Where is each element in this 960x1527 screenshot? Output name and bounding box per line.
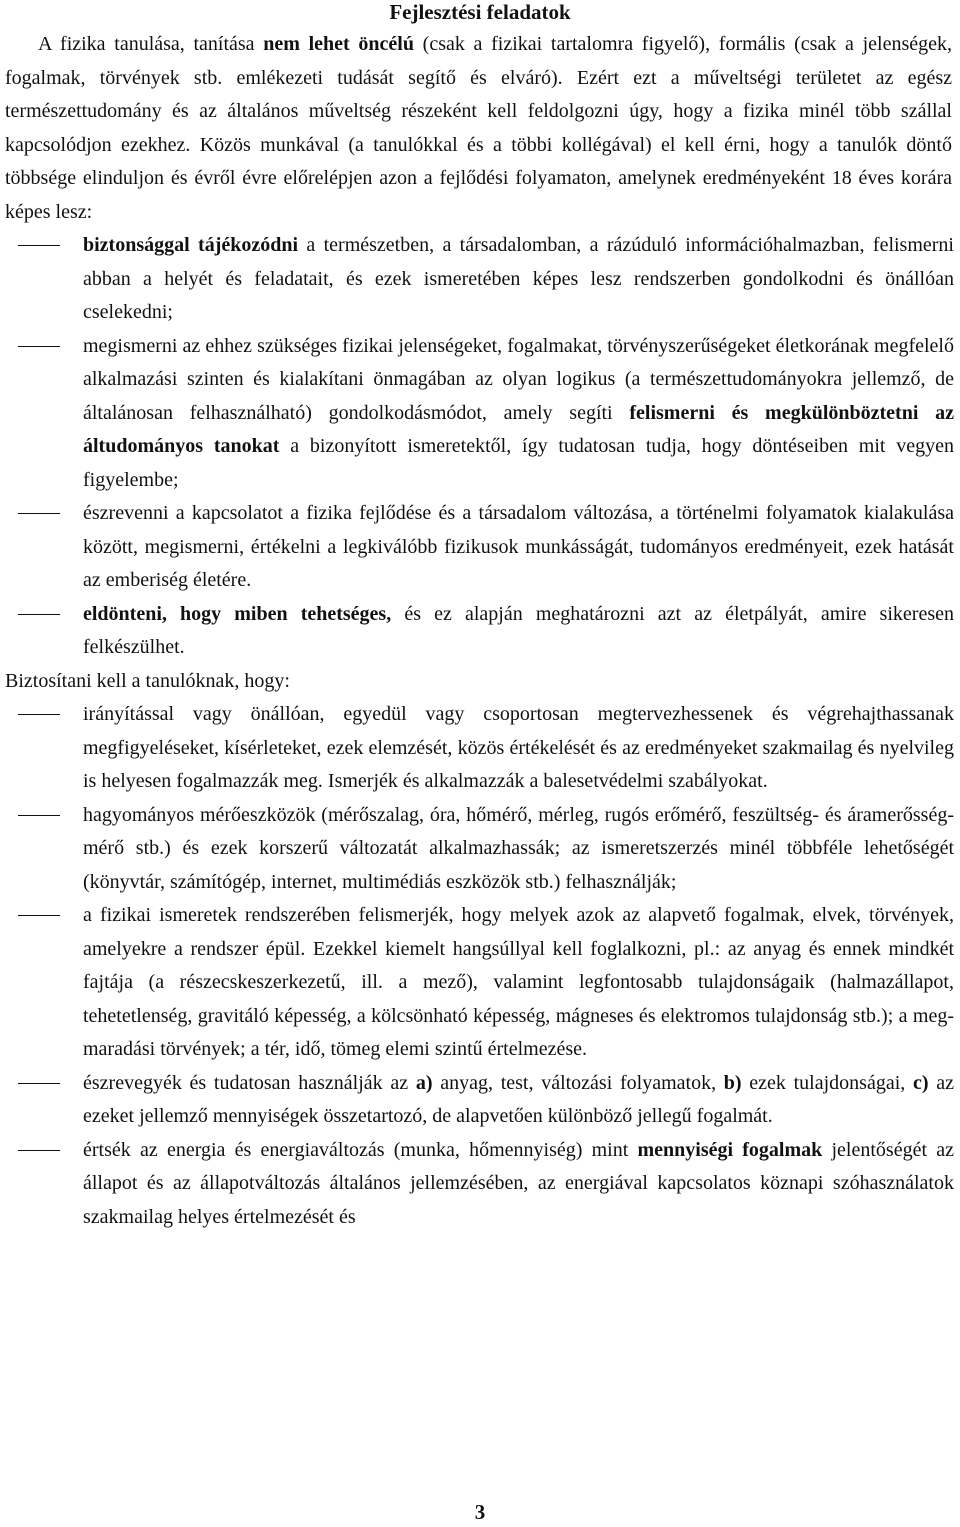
list-item <box>0 698 960 799</box>
dash-bullet-icon <box>18 1083 60 1084</box>
item-bold: biztonsággal tájékozódni <box>83 234 299 256</box>
list-item <box>0 1134 960 1235</box>
list-item <box>0 1067 960 1134</box>
dash-bullet-icon <box>18 513 60 514</box>
list-item <box>0 598 960 665</box>
dash-bullet-icon <box>18 614 60 615</box>
item-bold: a) <box>415 1071 433 1094</box>
page-number: 3 <box>474 1500 486 1524</box>
list-item <box>0 330 960 498</box>
dash-bullet-icon <box>18 815 60 816</box>
list-item <box>0 497 960 598</box>
item-text: észrevegyék és tudatosan használják az <box>83 1071 416 1094</box>
item-text: és ez alapján meghatározni azt az életpályát, amire sikeresen felkészülhet. <box>83 602 954 658</box>
item-bold: eldönteni, hogy miben tehetséges, <box>83 602 392 625</box>
item-bold: b) <box>723 1071 742 1094</box>
intro-paragraph <box>0 28 960 229</box>
item-text: megismerni az ehhez szükséges fizikai jelenségeket, fogalmakat, törvényszerűségeket életkorának megfelelő alkalmazási szinten és kialakítani önmagában az olyan logikus (a természettudományokra jellemző, de általánosan felhasználható) gondolkodásmódot, amely segíti <box>83 334 954 424</box>
item-bold: c) <box>912 1071 929 1094</box>
intro-text-1: A fizika tanulása, tanítása <box>38 33 264 55</box>
intro-bold-1: nem lehet öncélú <box>263 33 414 55</box>
item-text: irányítással vagy önállóan, egyedül vagy csoportosan megtervezhessenek és végrehajthassanak megfigyeléseket, kísérleteket, ezek elemzését, közös értékelését és az eredményeket szakmailag és nyelvileg is helyesen fogalmazzák meg. Ismerjék és alkalmazzák a balesetvédelmi szabályokat. <box>83 703 954 792</box>
ensure-heading: Biztosítani kell a tanulóknak, hogy: <box>5 669 290 692</box>
item-bold: mennyiségi fogalmak <box>637 1138 823 1161</box>
item-text: értsék az energia és energiaváltozás (munka, hőmennyiség) mint <box>83 1138 638 1161</box>
abilities-list <box>0 229 960 665</box>
ensure-list <box>0 698 960 1234</box>
list-item <box>0 899 960 1067</box>
item-text: észrevenni a kapcsolatot a fizika fejlődése és a társadalom változása, a történelmi folyamatok kialakulása között, megismerni, értékelni a legkiválóbb fizikusok munkásságát, tudományos eredményeit, ezek hatását az emberiség életére. <box>83 502 954 591</box>
dash-bullet-icon <box>18 714 60 715</box>
item-text: a fizikai ismeretek rendszerében felismerjék, hogy melyek azok az alapvető fogalmak, elvek, törvények, amelyekre a rendszer épül. Ezekkel kiemelt hangsúllyal kell foglalkozni, pl.: az anyag és ennek mindkét fajtája (a részecskeszerkezetű, ill. a mező), valamint legfontosabb tulajdonságaik (halmazállapot, tehetetlenség, gravitáló képesség, a kölcsönható képesség, mágneses és elektromos tulajdonság stb.); a meg-maradási törvények; a tér, idő, tömeg elemi szintű értelmezése. <box>83 904 954 1060</box>
item-bold: felismerni és megkülönböztetni az áltudományos tanokat <box>83 401 954 457</box>
list-item <box>0 229 960 330</box>
list-item <box>0 799 960 900</box>
dash-bullet-icon <box>18 346 60 347</box>
dash-bullet-icon <box>18 915 60 916</box>
item-text: a természetben, a társadalomban, a rázúduló információhalmazban, felismerni abban a helyét és feladatait, és ezek ismeretében képes lesz rendszerben gondolkodni és önállóan cselekedni; <box>83 234 954 323</box>
item-text: jelentőségét az állapot és az állapotváltozás általános jellemzésében, az energiával kapcsolatos köznapi szóhasználatok szakmailag helyes értelmezését és <box>83 1138 954 1228</box>
item-text: az ezeket jellemző mennyiségek összetartozó, de alapvetően különböző jellegű fogalmát. <box>83 1071 954 1127</box>
dash-bullet-icon <box>18 1150 60 1151</box>
item-text: a bizonyított ismeretektől, így tudatosan tudja, hogy döntéseiben mit vegyen figyelembe; <box>83 435 954 491</box>
item-text: hagyományos mérőeszközök (mérőszalag, óra, hőmérő, mérleg, rugós erőmérő, feszültség- és áramerősség-mérő stb.) és ezek korszerű változatát alkalmazhassák; az ismeretszerzés minél többféle lehetőségét (könyvtár, számítógép, internet, multimédiás eszközök stb.) felhasználják; <box>83 803 954 893</box>
item-text: anyag, test, változási folyamatok, <box>432 1071 724 1094</box>
dash-bullet-icon <box>18 245 60 246</box>
item-text: ezek tulajdonságai, <box>741 1071 913 1094</box>
intro-text-2: (csak a fizikai tartalomra figyelő), formális (csak a jelenségek, fogalmak, törvények stb. emlékezeti tudását segítő és elváró). Ezért ezt a műveltségi területet az egész természettudomány és az általános műveltség részeként kell feldolgozni úgy, hogy a fizika minél több szállal kapcsolódjon ezekhez. Közös munkával (a tanulókkal és a többi kollégával) el kell érni, hogy a tanulók döntő többsége elinduljon és évről évre előrelépjen azon a fejlődési folyamaton, amelynek eredményeként 18 éves korára képes lesz: <box>5 33 952 223</box>
page-title: Fejlesztési feladatok <box>389 0 571 24</box>
